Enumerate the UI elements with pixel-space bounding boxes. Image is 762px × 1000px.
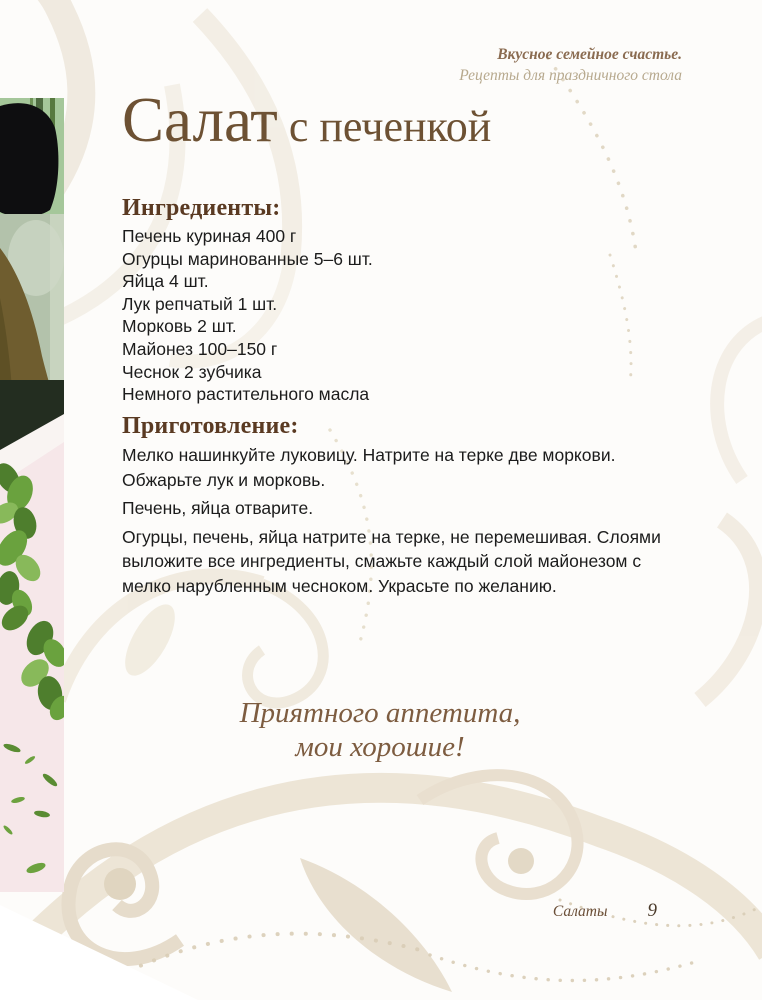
ingredient-item: Чеснок 2 зубчика <box>122 361 262 382</box>
page-number: 9 <box>647 900 657 921</box>
wish-line2: мои хорошие! <box>295 731 465 763</box>
header-tagline <box>459 44 682 86</box>
header-tagline-line1: Вкусное семейное счастье. <box>497 46 682 63</box>
ingredients-list <box>122 225 670 406</box>
wish-text <box>140 696 620 764</box>
preparation-paragraph: Мелко нашинкуйте луковицу. Натрите на терке две моркови. Обжарьте лук и морковь. <box>122 445 616 490</box>
wish-line1: Приятного аппетита, <box>239 697 521 729</box>
page-footer <box>553 900 657 922</box>
ingredient-item: Морковь 2 шт. <box>122 316 237 337</box>
header-tagline-line2: Рецепты для праздничного стола <box>459 67 682 84</box>
ingredient-item: Майонез 100–150 г <box>122 338 278 359</box>
ingredients-heading: Ингредиенты: <box>122 195 281 221</box>
footer-section-name: Салаты <box>552 903 608 920</box>
ingredient-item: Яйца 4 шт. <box>122 271 209 292</box>
preparation-text <box>122 443 670 602</box>
preparation-paragraph: Печень, яйца отварите. <box>122 498 314 518</box>
page-title-main: Салат <box>122 85 278 155</box>
ingredient-item: Немного растительного масла <box>122 384 370 405</box>
preparation-heading: Приготовление: <box>122 413 299 439</box>
page-title-suffix: с печенкой <box>277 102 492 151</box>
ingredient-item: Огурцы маринованные 5–6 шт. <box>122 248 373 269</box>
ingredient-item: Печень куриная 400 г <box>122 226 297 246</box>
page-title <box>122 85 492 155</box>
preparation-paragraph: Огурцы, печень, яйца натрите на терке, не перемешивая. Слоями выложите все ингредиенты, смажьте каждый слой майонезом с мелко нарубленным чесноком. Украсьте по желанию. <box>122 526 661 596</box>
ingredient-item: Лук репчатый 1 шт. <box>122 293 278 314</box>
